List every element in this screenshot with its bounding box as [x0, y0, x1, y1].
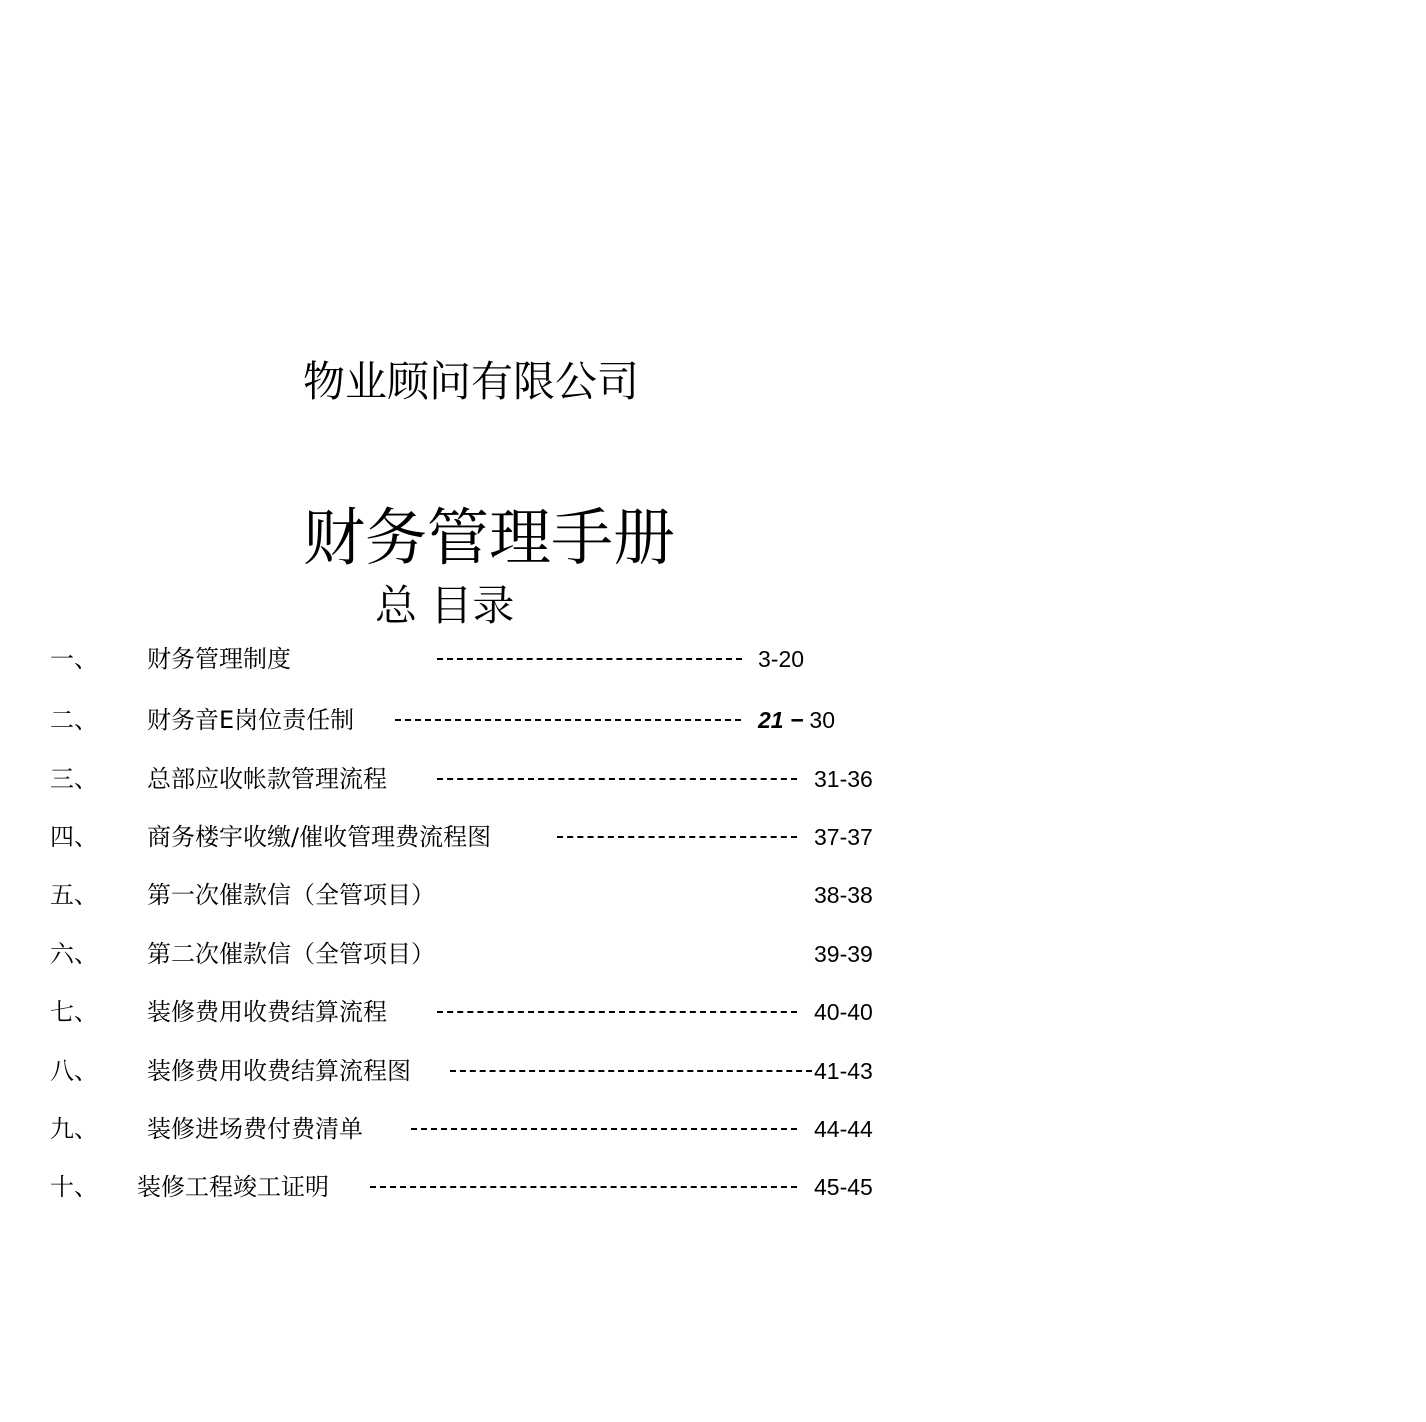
toc-entry-label: 第二次催款信（全管项目） — [147, 940, 435, 968]
toc-entry-number: 十、 — [50, 1173, 98, 1201]
toc-entry-pages: 31-36 — [814, 766, 873, 792]
toc-entry-pages: 39-39 — [814, 941, 873, 967]
toc-leader-dashes — [437, 658, 742, 660]
toc-entry-number: 四、 — [50, 823, 98, 851]
manual-title: 财务管理手册 — [303, 501, 676, 574]
toc-entry-pages: 41-43 — [814, 1058, 873, 1084]
toc-leader-dashes — [370, 1186, 797, 1188]
toc-entry — [0, 820, 1426, 854]
toc-entry-number: 五、 — [50, 881, 98, 909]
toc-entry — [0, 762, 1426, 796]
toc-entry — [0, 937, 1426, 971]
toc-entry-label: 装修费用收费结算流程图 — [147, 1057, 411, 1085]
toc-leader-dashes — [437, 1011, 797, 1013]
toc-entry — [0, 878, 1426, 912]
toc-entry-label: 装修进场费付费清单 — [147, 1115, 363, 1143]
toc-leader-dashes — [450, 1070, 812, 1072]
toc-entry-label: 商务楼宇收缴/催收管理费流程图 — [147, 823, 492, 851]
toc-entry-pages: 37-37 — [814, 824, 873, 850]
toc-entry — [0, 1170, 1426, 1204]
toc-entry — [0, 703, 1426, 737]
toc-entry — [0, 995, 1426, 1029]
company-name: 物业顾问有限公司 — [303, 357, 640, 406]
toc-entry-number: 六、 — [50, 940, 98, 968]
toc-title: 总 目录 — [375, 581, 515, 630]
toc-entry-label: 装修费用收费结算流程 — [147, 998, 387, 1026]
toc-entry-number: 八、 — [50, 1057, 98, 1085]
toc-entry — [0, 1054, 1426, 1088]
toc-leader-dashes — [395, 719, 741, 721]
toc-entry-label: 总部应收帐款管理流程 — [147, 765, 387, 793]
toc-entry — [0, 1112, 1426, 1146]
toc-entry-number: 三、 — [50, 765, 98, 793]
toc-entry — [0, 642, 1426, 676]
toc-entry-pages-end: 30 — [809, 707, 835, 733]
toc-entry-number: 七、 — [50, 998, 98, 1026]
toc-entry-pages — [758, 703, 835, 737]
toc-entry-pages-italic: 21 − — [758, 707, 804, 733]
toc-entry-label: 财务管理制度 — [147, 645, 291, 673]
toc-entry-pages: 45-45 — [814, 1174, 873, 1200]
toc-leader-dashes — [437, 778, 797, 780]
toc-entry-number: 二、 — [50, 706, 98, 734]
toc-entry-pages: 44-44 — [814, 1116, 873, 1142]
toc-entry-number: 九、 — [50, 1115, 98, 1143]
toc-entry-label: 装修工程竣工证明 — [137, 1173, 329, 1201]
toc-leader-dashes — [411, 1128, 797, 1130]
toc-leader-dashes — [557, 836, 797, 838]
toc-entry-pages: 38-38 — [814, 882, 873, 908]
toc-entry-label: 财务音E岗位责任制 — [147, 706, 355, 734]
toc-entry-pages: 40-40 — [814, 999, 873, 1025]
toc-entry-number: 一、 — [50, 645, 98, 673]
toc-entry-label: 第一次催款信（全管项目） — [147, 881, 435, 909]
toc-entry-pages: 3-20 — [758, 646, 805, 672]
